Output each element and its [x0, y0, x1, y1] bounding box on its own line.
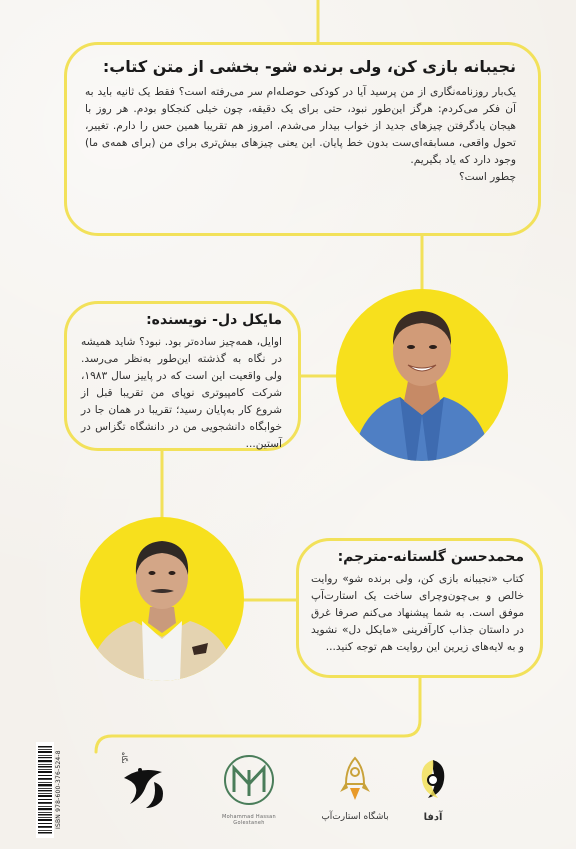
connector-box3-bottom — [96, 678, 420, 752]
author-body: اوایل، همه‌چیز ساده‌تر بود. نبود؟ شاید همیشه در نگاه به گذشته این‌طور به‌نظر می‌رسد. ولی واقعیت این است که در پاییز سال ۱۹۸۳، شرکت کامپیوتری نوپای من تقریبا قبل از شروع کار به‌پایان رسید؛ تقریبا در همان جا در خوابگاه دانشجویی من در دانشگاه تگزاس در آستین... — [81, 336, 282, 450]
translator-title: محمدحسن گلستانه-مترجم: — [337, 549, 524, 565]
excerpt-body: یک‌بار روزنامه‌نگاری از من پرسید آیا در کودکی حوصله‌ام سر می‌رفته است؟ فقط یک ثانیه باید به آن فکر می‌کردم: هرگز این‌طور نبود، حتی برای یک دقیقه، چون خیلی کنجکاو بودم. هر روز با هیجان یادگرفتن چیزهای جدید از خواب بیدار می‌شدم. امروز هم تقریبا همین حس را دارم. تغییر، تحول واقعی، مسابقه‌ای‌ست بدون خط پایان. این یعنی چیزهای بیش‌تری برای من (برای همه‌ی ما) وجود دارد که یاد بگیریم. چطور است؟ — [85, 86, 516, 183]
author-photo — [336, 289, 508, 461]
translator-box — [296, 538, 543, 678]
excerpt-box — [64, 42, 541, 236]
translator-monogram-logo — [208, 752, 290, 834]
translator-portrait — [80, 517, 244, 681]
translator-photo — [80, 517, 244, 681]
negah-logo-text: نگاه — [120, 752, 128, 764]
adaf-logo-icon — [408, 752, 458, 808]
startup-logo-text: باشگاه استارت‌آپ — [321, 812, 389, 822]
barcode — [36, 742, 54, 838]
rocket-logo-icon — [320, 752, 390, 808]
adaf-logo — [408, 752, 458, 834]
translator-body: کتاب «نجیبانه بازی کن، ولی برنده شو» روایت خالص و بی‌چون‌وچرای ساخت یک استارت‌آپ موفق است. به شما پیشنهاد می‌کنم صرفا غرق در داستان جذاب کارآفرینی «مایکل دل» نشوید و به لایه‌های زیرین این روایت هم توجه کنید... — [311, 573, 524, 653]
excerpt-title: نجیبانه بازی کن، ولی برنده شو- بخشی از متن کتاب: — [102, 57, 516, 76]
startup-logo — [320, 752, 390, 834]
author-title: مایکل دل- نویسنده: — [146, 312, 282, 328]
author-box — [64, 301, 301, 451]
negah-logo — [110, 752, 180, 834]
mh-monogram-icon — [208, 752, 290, 810]
adaf-logo-text: آدفا — [423, 812, 443, 823]
isbn-number: ISBN 978-600-376-524-8 — [55, 750, 62, 830]
author-portrait — [336, 289, 508, 461]
mh-logo-text: Mohammad Hassan Golestaneh — [222, 814, 276, 826]
